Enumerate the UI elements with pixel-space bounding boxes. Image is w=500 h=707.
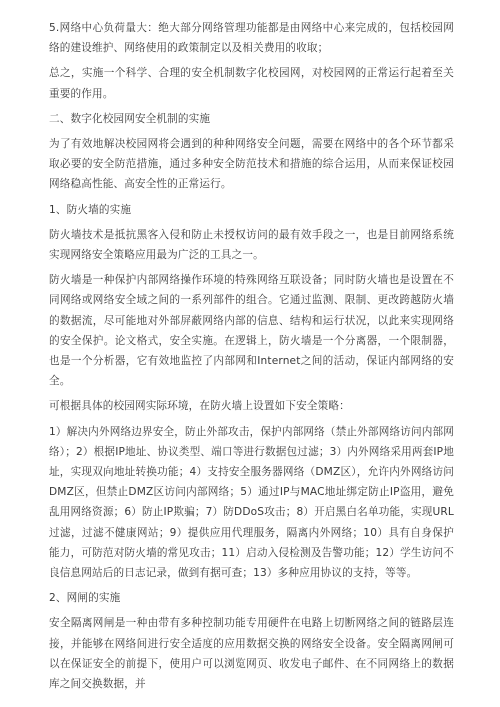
paragraph-summary: 总之，实施一个科学、合理的安全机制数字化校园网，对校园网的正常运行起着至关重要的作用。 xyxy=(49,67,454,100)
paragraph-gateway-definition: 安全隔离网闸是一种由带有多种控制功能专用硬件在电路上切断网络之间的链路层连接，并能够在网络间进行安全适度的应用数据交换的网络安全设备。安全隔离网闸可以在保证安全的前提下，使用户可以浏览网页、收发电子邮件、在不同网络上的数据库之间交换数据，并 xyxy=(49,617,454,691)
section-heading-implementation: 二、数字化校园网安全机制的实施 xyxy=(49,112,211,125)
paragraph-network-center-load: 5.网络中心负荷量大：绝大部分网络管理功能都是由网络中心来完成的，包括校园网络的建设维护、网络使用的政策制定以及相关费用的收取； xyxy=(49,22,454,55)
document-page xyxy=(49,18,454,699)
paragraph-policy-intro: 可根据具体的校园网实际环境，在防火墙上设置如下安全策略： xyxy=(49,400,350,413)
paragraph-firewall-definition: 防火墙是一种保护内部网络操作环境的特殊网络互联设备；同时防火墙也是设置在不同网络或网络安全域之间的一系列部件的组合。它通过监测、限制、更改跨越防火墙的数据流，尽可能地对外部屏蔽网络内部的信息、结构和运行状况，以此来实现网络的安全保护。论文格式，安全实施。在逻辑上，防火墙是一个分离器，一个限制器，也是一个分析器，它有效地监控了内部网和Internet之间的活动，保证内部网络的安全。 xyxy=(49,274,454,388)
paragraph-firewall-intro: 防火墙技术是抵抗黑客入侵和防止未授权访问的最有效手段之一，也是目前网络系统实现网络安全策略应用最为广泛的工具之一。 xyxy=(49,228,454,262)
subsection-heading-firewall: 1、防火墙的实施 xyxy=(49,203,132,216)
paragraph-security-measures: 为了有效地解决校园网将会遇到的种种网络安全问题，需要在网络中的各个环节都采取必要的安全防范措施，通过多种安全防范技术和措施的综合运用，从而来保证校园网络稳高性能、高安全性的正常运行。 xyxy=(49,138,454,191)
subsection-heading-gateway: 2、网闸的实施 xyxy=(49,592,121,605)
paragraph-policy-list: 1）解决内外网络边界安全，防止外部攻击，保护内部网络（禁止外部网络访问内部网络）；2）根据IP地址、协议类型、端口等进行数据包过滤；3）内外网络采用两套IP地址，实现双向地址转换功能；4）支持安全服务器网络（DMZ区），允许内外网络访问DMZ区，但禁止DMZ区访问内部网络；5）通过IP与MAC地址绑定防止IP盗用，避免乱用网络资源；6）防止IP欺骗；7）防DDoS攻击；8）开启黑白名单功能，实现URL过滤，过滤不健康网站；9）提供应用代理服务，隔离内外网络；10）具有自身保护能力，可防范对防火墙的常见攻击；11）启动入侵检测及告警功能；12）学生访问不良信息网站后的日志记录，做到有据可查；13）多种应用协议的支持，等等。 xyxy=(49,425,454,580)
